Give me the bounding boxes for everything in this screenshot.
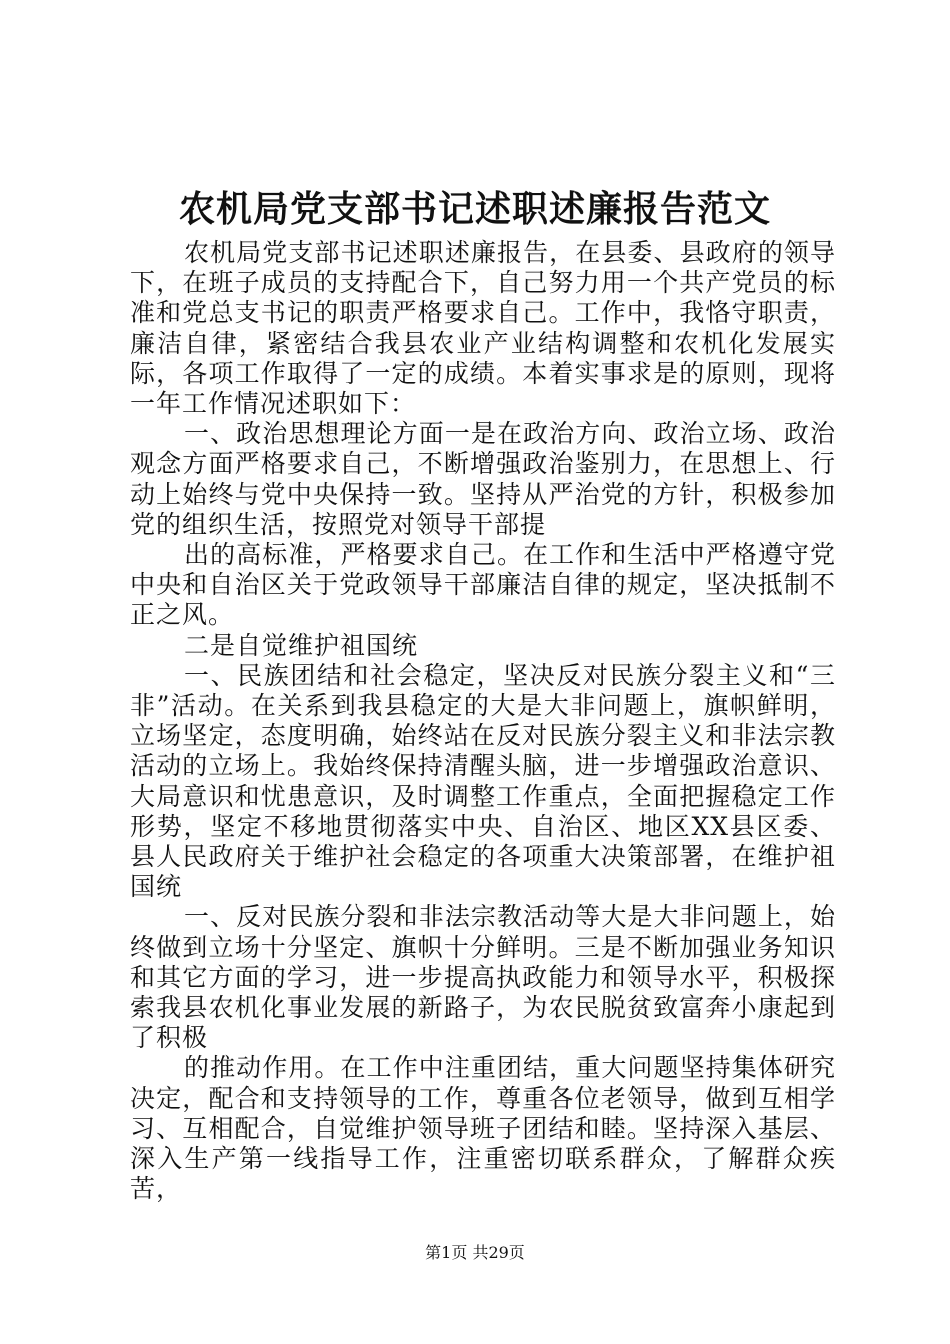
paragraph-1: 农机局党支部书记述职述廉报告，在县委、县政府的领导下，在班子成员的支持配合下，自己努力用一个共产党员的标准和党总支书记的职责严格要求自己。工作中，我恪守职责，廉洁自律，紧密结合我县农业产业结构调整和农机化发展实际，各项工作取得了一定的成绩。本着实事求是的原则，现将一年工作情况述职如下： (130, 238, 836, 419)
page-footer: 第1页 共29页 (425, 1243, 525, 1262)
paragraph-6: 一、反对民族分裂和非法宗教活动等大是大非问题上，始终做到立场十分坚定、旗帜十分鲜明。三是不断加强业务知识和其它方面的学习，进一步提高执政能力和领导水平，积极探索我县农机化事业发展的新路子，为农民脱贫致富奔小康起到了积极 (130, 902, 836, 1053)
paragraph-4: 二是自觉维护祖国统 (184, 630, 419, 660)
document-title: 农机局党支部书记述职述廉报告范文 (178, 188, 771, 230)
paragraph-2: 一、政治思想理论方面一是在政治方向、政治立场、政治观念方面严格要求自己，不断增强政治鉴别力，在思想上、行动上始终与党中央保持一致。坚持从严治党的方针，积极参加党的组织生活，按照党对领导干部提 (130, 419, 836, 539)
document-body (130, 238, 836, 1205)
paragraph-3: 出的高标准，严格要求自己。在工作和生活中严格遵守党中央和自治区关于党政领导干部廉洁自律的规定，坚决抵制不正之风。 (130, 540, 836, 630)
paragraph-5: 一、民族团结和社会稳定，坚决反对民族分裂主义和“三非”活动。在关系到我县稳定的大是大非问题上，旗帜鲜明，立场坚定，态度明确，始终站在反对民族分裂主义和非法宗教活动的立场上。我始终保持清醒头脑，进一步增强政治意识、大局意识和忧患意识，及时调整工作重点，全面把握稳定工作形势，坚定不移地贯彻落实中央、自治区、地区XX县区委、县人民政府关于维护社会稳定的各项重大决策部署，在维护祖国统 (130, 660, 836, 902)
paragraph-7: 的推动作用。在工作中注重团结，重大问题坚持集体研究决定，配合和支持领导的工作，尊重各位老领导，做到互相学习、互相配合，自觉维护领导班子团结和睦。坚持深入基层、深入生产第一线指导工作，注重密切联系群众，了解群众疾苦， (130, 1053, 836, 1204)
